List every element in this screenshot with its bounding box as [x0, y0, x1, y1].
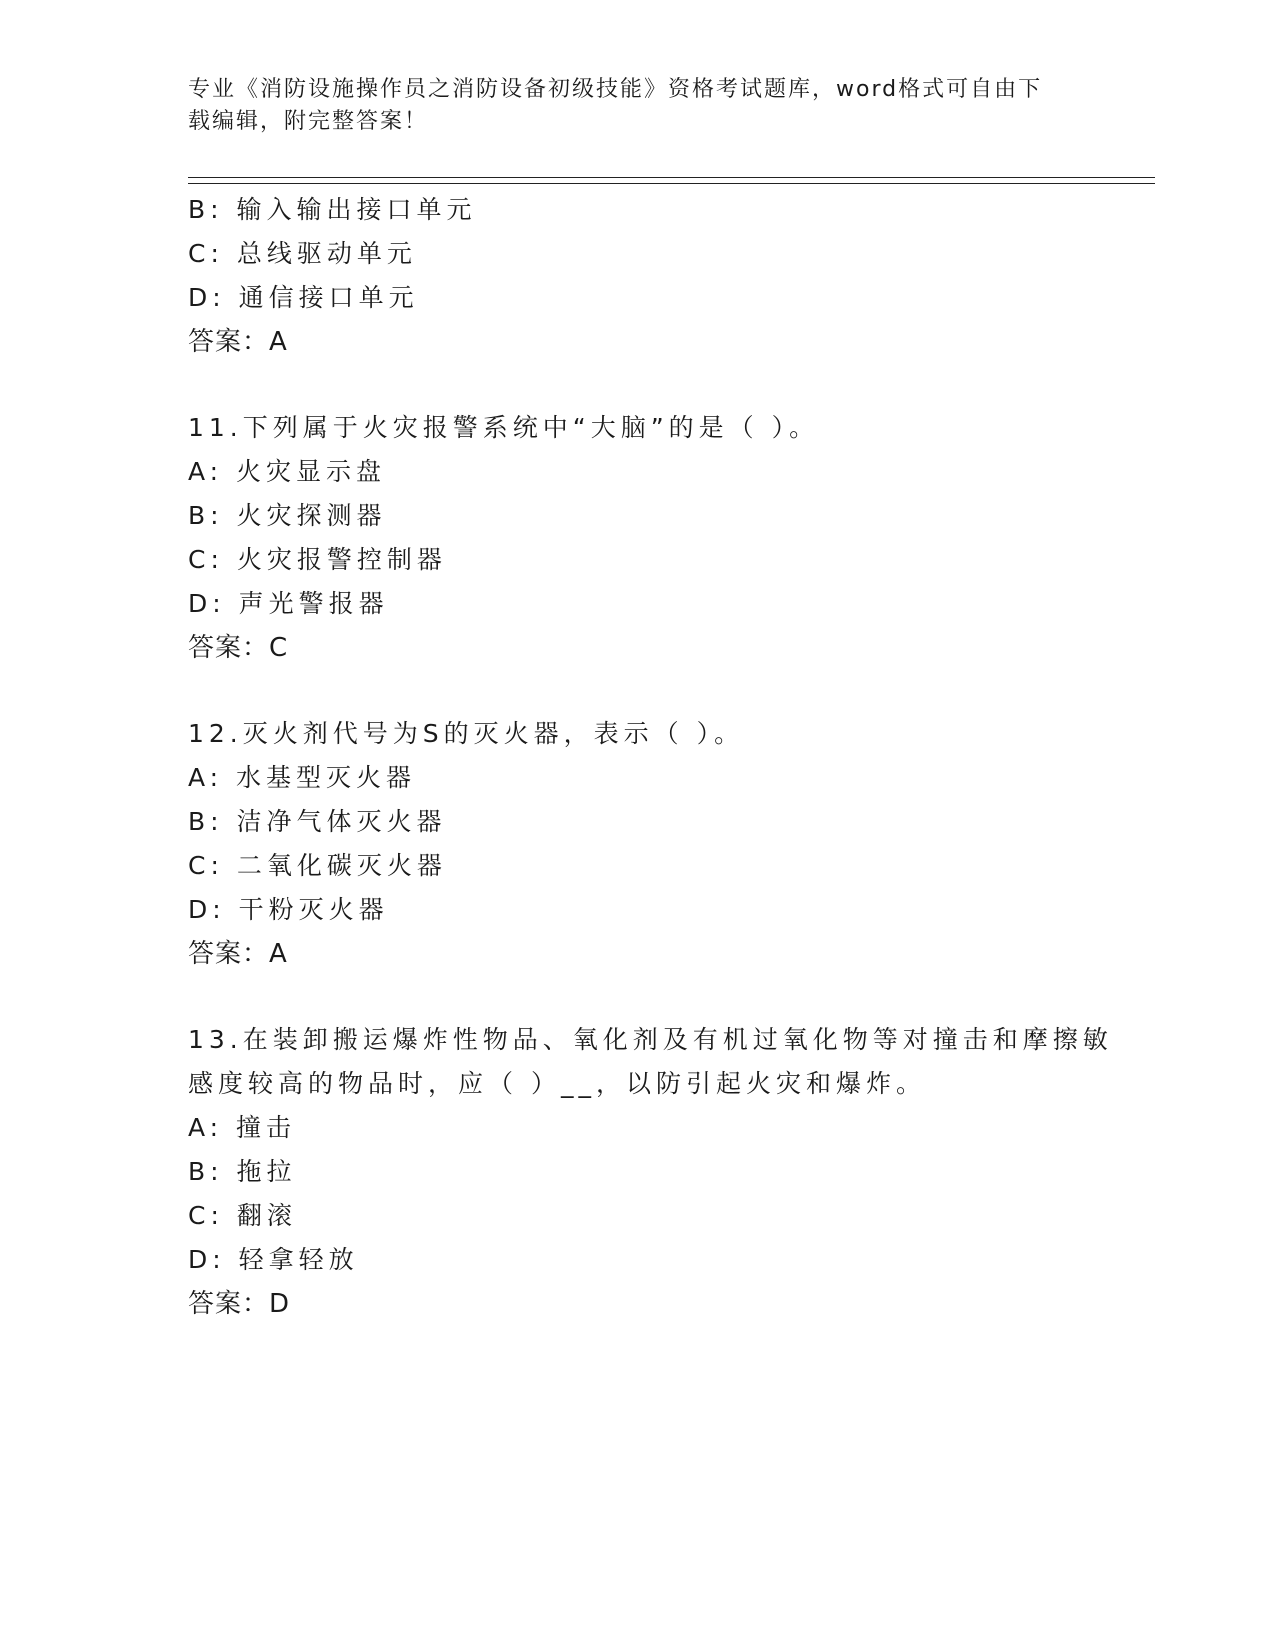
header-divider	[188, 177, 1155, 184]
option-d: D: 通信接口单元	[188, 283, 419, 312]
document-header	[188, 74, 1068, 138]
answer-line: 答案：D	[188, 1289, 291, 1319]
option-c: C: 总线驱动单元	[188, 239, 417, 268]
option-b: B: 拖拉	[188, 1157, 297, 1186]
option-a: A: 水基型灭火器	[188, 763, 417, 792]
option-d: D: 声光警报器	[188, 589, 389, 618]
answer-line: 答案：A	[188, 327, 288, 357]
option-b: B: 输入输出接口单元	[188, 195, 477, 224]
header-line-2: 载编辑，附完整答案！	[188, 109, 429, 134]
option-a: A: 撞击	[188, 1113, 297, 1142]
option-a: A: 火灾显示盘	[188, 457, 387, 486]
question-stem: 11.下列属于火灾报警系统中“大脑”的是（ ）。	[188, 413, 820, 442]
option-b: B: 洁净气体灭火器	[188, 807, 447, 836]
option-d: D: 干粉灭火器	[188, 895, 389, 924]
option-b: B: 火灾探测器	[188, 501, 387, 530]
option-c: C: 火灾报警控制器	[188, 545, 447, 574]
answer-line: 答案：C	[188, 633, 289, 663]
question-stem: 12.灭火剂代号为S的灭火器，表示（ ）。	[188, 719, 745, 748]
option-d: D: 轻拿轻放	[188, 1245, 359, 1274]
option-c: C: 二氧化碳灭火器	[188, 851, 447, 880]
header-line-1: 专业《消防设施操作员之消防设备初级技能》资格考试题库，word格式可自由下	[188, 77, 1043, 102]
answer-line: 答案：A	[188, 939, 288, 969]
question-stem-line-1: 13.在装卸搬运爆炸性物品、氧化剂及有机过氧化物等对撞击和摩擦敏	[188, 1025, 1113, 1054]
question-stem-line-2: 感度较高的物品时，应（ ）__，以防引起火灾和爆炸。	[188, 1069, 926, 1098]
option-c: C: 翻滚	[188, 1201, 297, 1230]
